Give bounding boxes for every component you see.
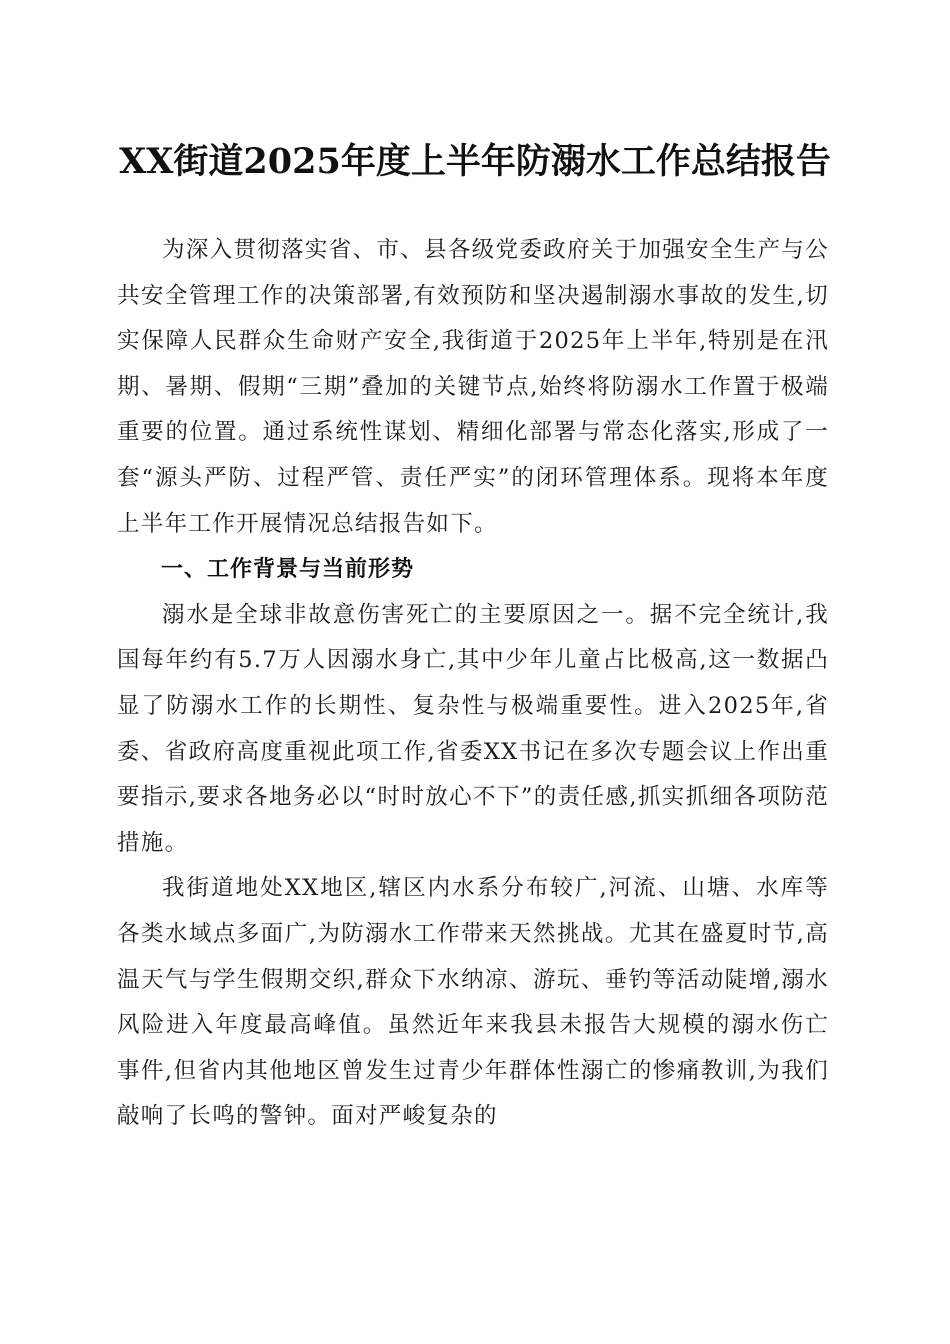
section-heading: 一、工作背景与当前形势 <box>161 557 415 583</box>
document-title: XX街道2025年度上半年防溺水工作总结报告 <box>119 141 831 182</box>
section-paragraph-1: 溺水是全球非故意伤害死亡的主要原因之一。据不完全统计,我国每年约有5.7万人因溺水身亡,其中少年儿童占比极高,这一数据凸显了防溺水工作的长期性、复杂性与极端重要性。进入2025年,省委、省政府高度重视此项工作,省委XX书记在多次专题会议上作出重要指示,要求各地务必以“时时放心不下”的责任感,抓实抓细各项防范措施。 <box>117 601 829 856</box>
document-body <box>117 228 829 1140</box>
intro-paragraph: 为深入贯彻落实省、市、县各级党委政府关于加强安全生产与公共安全管理工作的决策部署,有效预防和坚决遏制溺水事故的发生,切实保障人民群众生命财产安全,我街道于2025年上半年,特别是在汛期、暑期、假期“三期”叠加的关键节点,始终将防溺水工作置于极端重要的位置。通过系统性谋划、精细化部署与常态化落实,形成了一套“源头严防、过程严管、责任严实”的闭环管理体系。现将本年度上半年工作开展情况总结报告如下。 <box>117 237 829 537</box>
section-paragraph-2: 我街道地处XX地区,辖区内水系分布较广,河流、山塘、水库等各类水域点多面广,为防溺水工作带来天然挑战。尤其在盛夏时节,高温天气与学生假期交织,群众下水纳凉、游玩、垂钓等活动陡增,溺水风险进入年度最高峰值。虽然近年来我县未报告大规模的溺水伤亡事件,但省内其他地区曾发生过青少年群体性溺亡的惨痛教训,为我们敲响了长鸣的警钟。面对严峻复杂的 <box>117 875 829 1130</box>
